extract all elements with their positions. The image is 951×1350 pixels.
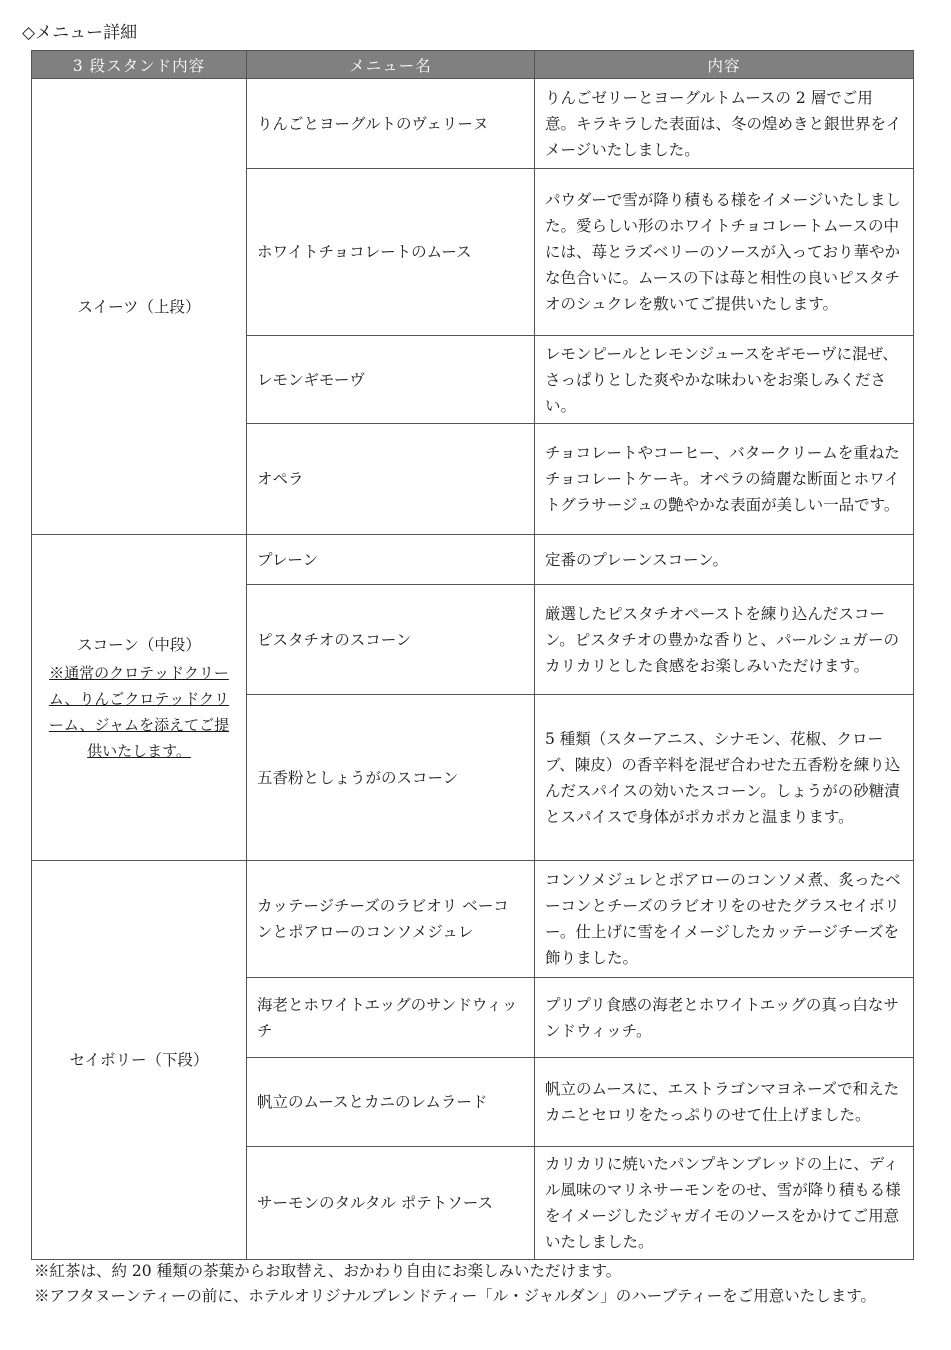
section-savory: セイボリー（下段） bbox=[32, 861, 247, 1260]
menu-desc: チョコレートやコーヒー、バタークリームを重ねたチョコレートケーキ。オペラの綺麗な断面とホワイトグラサージュの艶やかな表面が美しい一品です。 bbox=[535, 424, 914, 535]
menu-name: オペラ bbox=[247, 424, 535, 535]
section-scone-note: ※通常のクロテッドクリーム、りんごクロテッドクリーム、ジャムを添えてご提供いたします。 bbox=[48, 663, 230, 760]
header-stand: 3 段スタンド内容 bbox=[32, 51, 247, 79]
menu-name: カッテージチーズのラビオリ ベーコンとポアローのコンソメジュレ bbox=[247, 861, 535, 978]
menu-name: プレーン bbox=[247, 535, 535, 585]
table-header-row bbox=[32, 51, 914, 79]
section-sweets: スイーツ（上段） bbox=[32, 79, 247, 535]
table-row bbox=[32, 861, 914, 978]
header-content: 内容 bbox=[535, 51, 914, 79]
footnote-herbal-tea: ※アフタヌーンティーの前に、ホテルオリジナルブレンドティー「ル・ジャルダン」のハーブティーをご用意いたします。 bbox=[34, 1287, 877, 1305]
menu-name: レモンギモーヴ bbox=[247, 336, 535, 424]
table-row bbox=[32, 79, 914, 169]
header-menu-name: メニュー名 bbox=[247, 51, 535, 79]
menu-desc: 厳選したピスタチオペーストを練り込んだスコーン。ピスタチオの豊かな香りと、パールシュガーのカリカリとした食感をお楽しみいただけます。 bbox=[535, 585, 914, 695]
menu-name: りんごとヨーグルトのヴェリーヌ bbox=[247, 79, 535, 169]
section-scone bbox=[32, 535, 247, 861]
page-title: ◇メニュー詳細 bbox=[22, 23, 138, 43]
menu-name: 帆立のムースとカニのレムラード bbox=[247, 1058, 535, 1147]
menu-desc: 5 種類（スターアニス、シナモン、花椒、クローブ、陳皮）の香辛料を混ぜ合わせた五香粉を練り込んだスパイスの効いたスコーン。しょうがの砂糖漬とスパイスで身体がポカポカと温まります。 bbox=[535, 695, 914, 861]
menu-desc: レモンピールとレモンジュースをギモーヴに混ぜ、さっぱりとした爽やかな味わいをお楽しみください。 bbox=[535, 336, 914, 424]
footnote-tea: ※紅茶は、約 20 種類の茶葉からお取替え、おかわり自由にお楽しみいただけます。 bbox=[34, 1262, 622, 1280]
menu-name: 海老とホワイトエッグのサンドウィッチ bbox=[247, 978, 535, 1058]
menu-desc: カリカリに焼いたパンプキンブレッドの上に、ディル風味のマリネサーモンをのせ、雪が降り積もる様をイメージしたジャガイモのソースをかけてご用意いたしました。 bbox=[535, 1147, 914, 1260]
menu-desc: 帆立のムースに、エストラゴンマヨネーズで和えたカニとセロリをたっぷりのせて仕上げました。 bbox=[535, 1058, 914, 1147]
menu-name: ホワイトチョコレートのムース bbox=[247, 169, 535, 336]
menu-desc: プリプリ食感の海老とホワイトエッグの真っ白なサンドウィッチ。 bbox=[535, 978, 914, 1058]
section-scone-title: スコーン（中段） bbox=[77, 635, 201, 654]
menu-name: 五香粉としょうがのスコーン bbox=[247, 695, 535, 861]
menu-table bbox=[31, 50, 914, 1260]
menu-desc: 定番のプレーンスコーン。 bbox=[535, 535, 914, 585]
menu-desc: りんごゼリーとヨーグルトムースの 2 層でご用意。キラキラした表面は、冬の煌めきと銀世界をイメージいたしました。 bbox=[535, 79, 914, 169]
menu-name: ピスタチオのスコーン bbox=[247, 585, 535, 695]
table-row bbox=[32, 535, 914, 585]
menu-desc: コンソメジュレとポアローのコンソメ煮、炙ったベーコンとチーズのラビオリをのせたグラスセイボリー。仕上げに雪をイメージしたカッテージチーズを飾りました。 bbox=[535, 861, 914, 978]
menu-name: サーモンのタルタル ポテトソース bbox=[247, 1147, 535, 1260]
menu-desc: パウダーで雪が降り積もる様をイメージいたしました。愛らしい形のホワイトチョコレートムースの中には、苺とラズベリーのソースが入っており華やかな色合いに。ムースの下は苺と相性の良いピスタチオのシュクレを敷いてご提供いたします。 bbox=[535, 169, 914, 336]
